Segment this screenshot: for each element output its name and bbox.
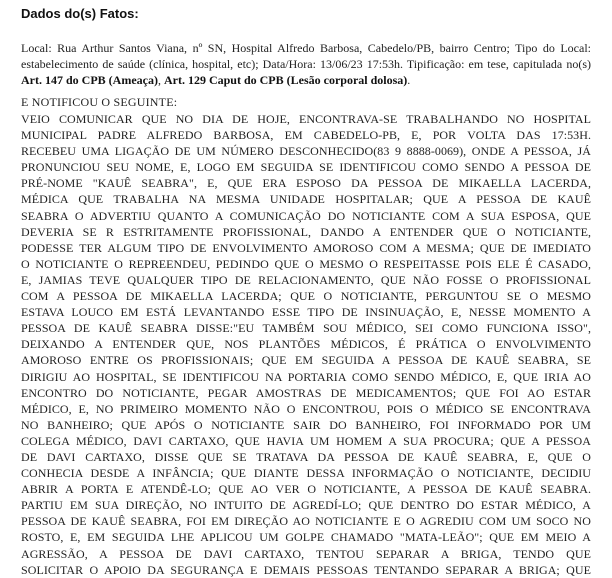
notice-title: E NOTIFICOU O SEGUINTE: xyxy=(21,95,178,109)
article-147: Art. 147 do CPB (Ameaça) xyxy=(21,73,158,87)
body-line: PARTIU EM SUA DIREÇÃO, NO INTUITO DE AGREDÍ-LO; QUE DENTRO DO ESTAR MÉDICO, A xyxy=(21,498,591,513)
body-line: AMOROSO ENTRE OS PROFISSIONAIS; QUE EM SEGUIDA A PESSOA DE KAUÊ SEABRA, SE xyxy=(21,353,591,368)
body-line: PESSOA DE KAUÊ SEABRA, FOI EM DIREÇÃO AO NOTICIANTE E O AGREDIU COM UM SOCO NO xyxy=(21,514,591,529)
body-line: SEABRA O ADVERTIU QUANTO A COMUNICAÇÃO DO NOTICIANTE COM A SUA ESPOSA, QUE xyxy=(21,208,591,223)
body-line: MUNICIPAL PADRE ALFREDO BARBOSA, EM CABEDELO-PB, E, POR VOLTA DAS 17:53H. xyxy=(21,128,591,143)
notice-body xyxy=(21,111,591,578)
body-line: O NOTICIANTE O REPREENDEU, PEDINDO QUE O MESMO O RESPEITASSE POIS ELE É CASADO, xyxy=(21,256,591,271)
body-line: MÉDICO, E, NO PRIMEIRO MOMENTO NÃO O ENCONTROU, POIS O MÉDICO SE ENCONTRAVA xyxy=(21,401,591,416)
body-line: COLEGA MÉDICO, DAVI CARTAXO, QUE HAVIA UM HOMEM A SUA PROCURA; QUE A PESSOA xyxy=(21,433,591,448)
body-line: VEIO COMUNICAR QUE NO DIA DE HOJE, ENCONTRAVA-SE TRABALHANDO NO HOSPITAL xyxy=(21,112,591,126)
facts-separator: , xyxy=(157,73,164,87)
body-line: E, JAMIAS TEVE QUALQUER TIPO DE RELACIONAMENTO, QUE NÃO FOSSE O PROFISSIONAL xyxy=(21,272,591,287)
body-line: ABRIR A PORTA E ATENDÊ-LO; QUE AO VER O NOTICIANTE, A PESSOA DE KAUÊ SEABRA. xyxy=(21,482,591,497)
facts-location-text: Local: Rua Arthur Santos Viana, nº SN, Hospital Alfredo Barbosa, Cabedelo/PB, bairro Centro; Tipo do Local: estabelecimento de saúde (clínica, hospital, etc); Data/Hora: 13/06/23 17:53h. Tipificação: em tese, capitulada no(s) xyxy=(21,41,591,71)
body-line: PRONUNCIOU SEU NOME, E, LOGO EM SEGUIDA SE IDENTIFICOU COMO SENDO A PESSOA DE xyxy=(21,160,591,175)
body-line: DEIXANDO A ENTENDER QUE, NOS PLANTÕES MÉDICOS, É PRÁTICA O ENVOLVIMENTO xyxy=(21,337,591,352)
body-line: DE DAVI CARTAXO, DISSE QUE SE TRATAVA DA PESSOA DE KAUÊ SEABRA, E, QUE O xyxy=(21,449,591,464)
body-line: COM A PESSOA DE MIKAELLA LACERDA; QUE O NOTICIANTE, PERGUNTOU SE O MESMO xyxy=(21,289,591,304)
facts-heading: Dados do(s) Fatos: xyxy=(21,6,139,21)
body-line: PODESSE TER ALGUM TIPO DE ENVOLVIMENTO AMOROSO COM A MESMA; QUE DE IMEDIATO xyxy=(21,240,591,255)
body-line: DIRIGIU AO HOSPITAL, SE IDENTIFICOU NA PORTARIA COMO SENDO MÉDICO, E, QUE IRIA AO xyxy=(21,369,591,384)
body-line: AGRESSÃO, A PESSOA DE DAVI CARTAXO, TENTOU SEPARAR A BRIGA, TENDO QUE xyxy=(21,546,591,561)
facts-paragraph xyxy=(21,40,591,88)
body-line: ENCONTRO DO NOTICIANTE, PEGAR AMOSTRAS DE MEDICAMENTOS; QUE FOI AO ESTAR xyxy=(21,385,591,400)
body-line: NO BANHEIRO; QUE APÓS O NOTICIANTE SAIR DO BANHEIRO, FOI INFORMADO POR UM xyxy=(21,417,591,432)
body-line: DEVERIA SE R ESTRITAMENTE PROFISSIONAL, DANDO A ENTENDER QUE O NOTICIANTE, xyxy=(21,224,591,239)
facts-end: . xyxy=(407,73,411,87)
article-129: Art. 129 Caput do CPB (Lesão corporal dolosa) xyxy=(163,73,408,87)
body-line: CONHECIA DESDE A INFÂNCIA; QUE DIANTE DESSA INFORMAÇÃO O NOTICIANTE, DECIDIU xyxy=(21,466,591,481)
body-line: PESSOA DE KAUÊ SEABRA DISSE:"EU TAMBÉM SOU MÉDICO, SEI COMO FUNCIONA ISSO", xyxy=(21,321,591,336)
body-line: SOLICITAR O APOIO DA SEGURANÇA E DEMAIS PESSOAS TENTANDO SEPARAR A BRIGA; QUE xyxy=(21,562,591,577)
body-line: RECEBEU UMA LIGAÇÃO DE UM NÚMERO DESCONHECIDO(83 9 8888-0069), ONDE A PESSOA, JÁ xyxy=(21,144,591,159)
body-line: ESTAVA LOUCO EM ESTÁ LEVANTANDO ESSE TIPO DE INSINUAÇÃO, E, NESSE MOMENTO A xyxy=(21,305,591,320)
body-line: PRÉ-NOME "KAUÊ SEABRA", E, QUE ERA ESPOSO DA PESSOA DE MIKAELLA LACERDA, xyxy=(21,176,591,191)
body-line: MÉDICA QUE TRABALHA NA MESMA UNIDADE HOSPITALAR; QUE A PESSOA DE KAUÊ xyxy=(21,192,591,207)
body-line: ROSTO, E, EM SEGUIDA LHE APLICOU UM GOLPE CHAMADO "MATA-LEÃO"; QUE EM MEIO A xyxy=(21,530,591,545)
